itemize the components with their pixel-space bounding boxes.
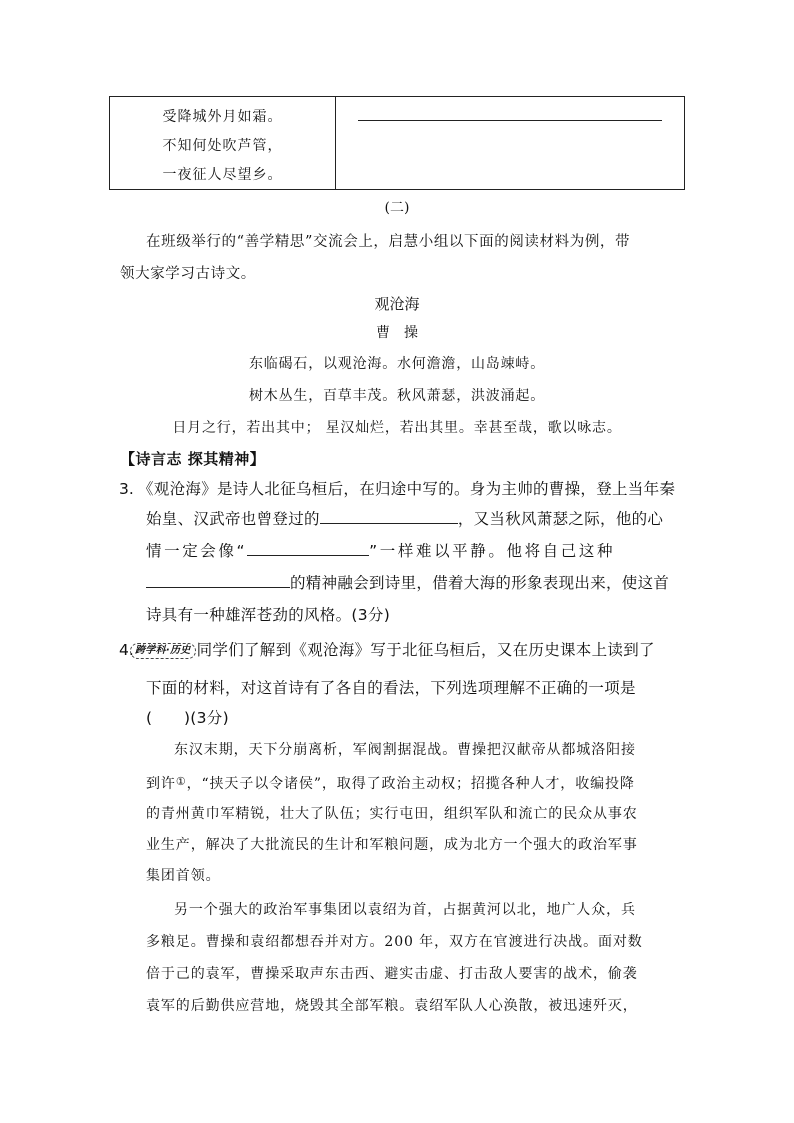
intro-text: 领大家学习古诗文。 [120, 266, 256, 282]
material-text: 的青州黄巾军精锐，壮大了队伍；实行屯田，组织军队和流亡的民众从事农 [146, 806, 638, 822]
poem-line: 树木丛生，百草丰茂。秋风萧瑟，洪波涌起。 [249, 388, 545, 404]
question-text: 《观沧海》是诗人北征乌桓后，在归途中写的。身为主帅的曹操，登上当年秦 [138, 480, 676, 498]
material-text: 倍于己的袁军，曹操采取声东击西、避实击虚、打击敌人要害的战术，偷袭 [146, 966, 638, 982]
material-text: 集团首领。 [146, 868, 221, 884]
question-text [130, 639, 655, 661]
poem-line: 受降城外月如霜。 [162, 109, 283, 125]
question-number: 4. [119, 641, 134, 659]
material-text: 另一个强大的政治军事集团以袁绍为首，占据黄河以北，地广人众，兵 [174, 902, 636, 918]
material-text-segment: ，“挟天子以令诸侯”，取得了政治主动权；招揽各种人才，收编投降 [186, 776, 635, 792]
question-text: ( )(3分) [146, 709, 229, 727]
poem-table [109, 96, 685, 190]
question-text [146, 540, 615, 562]
poem-line: 一夜征人尽望乡。 [162, 167, 283, 183]
question-text-segment: ，又当秋风萧瑟之际，他的心 [457, 510, 664, 528]
answer-blank[interactable] [146, 572, 290, 588]
material-text [146, 772, 635, 794]
poem-line: 不知何处吹芦管， [162, 138, 283, 154]
material-text: 业生产，解决了大批流民的生计和军粮问题，成为北方一个强大的政治军事 [146, 837, 638, 853]
poem-line: 日月之行，若出其中； 星汉灿烂，若出其里。幸甚至哉，歌以咏志。 [172, 420, 622, 436]
question-text-segment: 始皇、汉武帝也曾登过的 [146, 510, 320, 528]
material-text: 东汉末期，天下分崩离析，军阀割据混战。曹操把汉献帝从都城洛阳接 [174, 742, 636, 758]
section-heading: 【诗言志 探其精神】 [120, 450, 266, 468]
poem-author: 曹操 [376, 325, 432, 341]
poem-column [110, 97, 336, 189]
answer-line [358, 120, 662, 121]
question-text-segment: 同学们了解到《观沧海》写于北征乌桓后，又在历史课本上读到了 [196, 641, 655, 659]
question-text: 诗具有一种雄浑苍劲的风格。(3分) [146, 606, 391, 624]
material-text-segment: 到许 [146, 776, 176, 792]
question-text-segment: 的精神融会到诗里，借着大海的形象表现出来，使这首 [290, 574, 670, 592]
poem-line: 东临碣石，以观沧海。水何澹澹，山岛竦峙。 [249, 356, 545, 372]
question-text-segment: ”一样难以平静。他将自己这种 [369, 542, 616, 560]
question-text-segment: 情一定会像“ [146, 542, 248, 560]
answer-blank[interactable] [247, 540, 369, 556]
question-text: 下面的材料，对这首诗有了各自的看法，下列选项理解不正确的一项是 [146, 679, 636, 697]
poem-title: 观沧海 [374, 295, 420, 313]
material-text: 袁军的后勤供应营地，烧毁其全部军粮。袁绍军队人心涣散，被迅速歼灭， [146, 998, 638, 1014]
answer-blank[interactable] [320, 508, 458, 524]
answer-column [336, 97, 684, 189]
intro-text: 在班级举行的“善学精思”交流会上，启慧小组以下面的阅读材料为例，带 [146, 234, 631, 250]
footnote-marker: ① [175, 775, 187, 788]
section-number: (二) [384, 200, 410, 216]
cross-subject-tag: 跨学科·历史 [130, 643, 196, 659]
question-text [146, 572, 669, 594]
question-text [146, 508, 663, 530]
material-text: 多粮足。曹操和袁绍都想吞并对方。200 年，双方在官渡进行决战。面对数 [146, 934, 643, 950]
question-number: 3. [119, 480, 134, 498]
